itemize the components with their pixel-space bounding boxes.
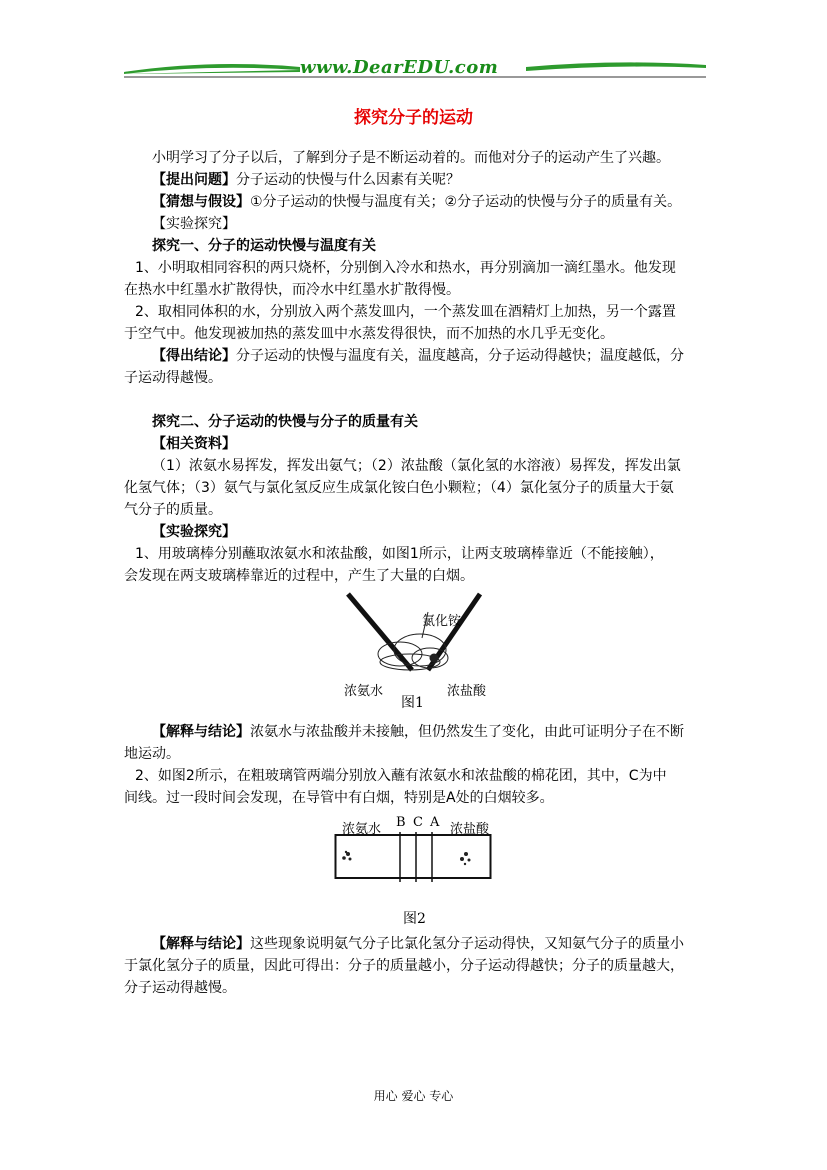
fig1-top-label: 氯化铵 bbox=[422, 614, 462, 629]
s2-expl1-line2: 地运动。 bbox=[124, 746, 180, 762]
hypothesis-tag: 【猜想与假设】 bbox=[152, 194, 250, 210]
s2-expl1-tag: 【解释与结论】 bbox=[152, 724, 250, 740]
figure1-diagram bbox=[330, 588, 500, 688]
question-tag: 【提出问题】 bbox=[152, 172, 236, 188]
question-line bbox=[152, 169, 732, 191]
s1-p1-line2: 在热水中红墨水扩散得快，而冷水中红墨水扩散得慢。 bbox=[124, 282, 460, 298]
s1-conclusion-tag: 【得出结论】 bbox=[152, 348, 236, 364]
fig1-caption: 图1 bbox=[401, 695, 424, 711]
s2-expl2-tag: 【解释与结论】 bbox=[152, 936, 250, 952]
fig2-right-label: 浓盐酸 bbox=[450, 822, 490, 837]
s2-exp1-line1: 1、用玻璃棒分别蘸取浓氨水和浓盐酸，如图1所示，让两支玻璃棒靠近（不能接触）， bbox=[135, 546, 664, 562]
s1-p1-line1: 1、小明取相同容积的两只烧杯，分别倒入冷水和热水，再分别滴加一滴红墨水。他发现 bbox=[135, 260, 676, 276]
s2-expl2-line1 bbox=[152, 933, 732, 955]
section2-heading: 探究二、分子运动的快慢与分子的质量有关 bbox=[152, 414, 418, 430]
page-footer: 用心 爱心 专心 bbox=[373, 1089, 454, 1103]
s2-ref-tag: 【相关资料】 bbox=[152, 436, 236, 452]
s2-exp1-line2: 会发现在两支玻璃棒靠近的过程中，产生了大量的白烟。 bbox=[124, 568, 474, 584]
experiment-heading: 【实验探究】 bbox=[152, 216, 236, 232]
fig2-left-label: 浓氨水 bbox=[342, 822, 382, 837]
s1-conclusion-text: 分子运动的快慢与温度有关，温度越高，分子运动得越快；温度越低，分 bbox=[236, 348, 684, 364]
glass-tube bbox=[336, 835, 491, 878]
s2-expl1-line1 bbox=[152, 721, 732, 743]
intro-paragraph: 小明学习了分子以后，了解到分子是不断运动着的。而他对分子的运动产生了兴趣。 bbox=[152, 150, 670, 166]
fig2-label-c: C bbox=[413, 815, 423, 830]
right-swoosh bbox=[526, 62, 706, 71]
fig2-caption: 图2 bbox=[403, 911, 426, 927]
fig1-right-label: 浓盐酸 bbox=[447, 684, 487, 699]
fig2-label-a: A bbox=[430, 815, 440, 830]
s1-conclusion-line1 bbox=[152, 345, 732, 367]
hypothesis-line bbox=[152, 191, 732, 213]
s2-ref-line2: 化氢气体；（3）氨气与氯化氢反应生成氯化铵白色小颗粒；（4）氯化氢分子的质量大于氨 bbox=[124, 480, 674, 496]
s2-expl2-line2: 于氯化氢分子的质量，因此可得出：分子的质量越小，分子运动得越快；分子的质量越大， bbox=[124, 958, 684, 974]
site-logo: www.DearEDU.com bbox=[300, 57, 499, 78]
s2-ref-line1: （1）浓氨水易挥发，挥发出氨气；（2）浓盐酸（氯化氢的水溶液）易挥发，挥发出氯 bbox=[152, 458, 681, 474]
page-title: 探究分子的运动 bbox=[354, 108, 473, 128]
s1-conclusion-line2: 子运动得越慢。 bbox=[124, 370, 222, 386]
s2-expl1-text: 浓氨水与浓盐酸并未接触，但仍然发生了变化，由此可证明分子在不断 bbox=[250, 724, 684, 740]
s2-exp2-line1: 2、如图2所示，在粗玻璃管两端分别放入蘸有浓氨水和浓盐酸的棉花团，其中，C为中 bbox=[135, 768, 667, 784]
s1-p2-line1: 2、取相同体积的水，分别放入两个蒸发皿内，一个蒸发皿在酒精灯上加热，另一个露置 bbox=[135, 304, 676, 320]
question-text: 分子运动的快慢与什么因素有关呢？ bbox=[236, 172, 460, 188]
s2-ref-line3: 气分子的质量。 bbox=[124, 502, 222, 518]
s2-exp2-line2: 间线。过一段时间会发现，在导管中有白烟，特别是A处的白烟较多。 bbox=[124, 790, 554, 806]
fig1-left-label: 浓氨水 bbox=[344, 684, 384, 699]
s2-exp-tag: 【实验探究】 bbox=[152, 524, 236, 540]
figure2-diagram bbox=[334, 832, 494, 882]
s2-expl2-text: 这些现象说明氨气分子比氯化氢分子运动得快，又知氨气分子的质量小 bbox=[250, 936, 684, 952]
s2-expl2-line3: 分子运动得越慢。 bbox=[124, 980, 236, 996]
hypothesis-text: ①分子运动的快慢与温度有关；②分子运动的快慢与分子的质量有关。 bbox=[250, 194, 682, 210]
s1-p2-line2: 于空气中。他发现被加热的蒸发皿中水蒸发得很快，而不加热的水几乎无变化。 bbox=[124, 326, 614, 342]
fig2-label-b: B bbox=[396, 815, 406, 830]
section1-heading: 探究一、分子的运动快慢与温度有关 bbox=[152, 238, 376, 254]
